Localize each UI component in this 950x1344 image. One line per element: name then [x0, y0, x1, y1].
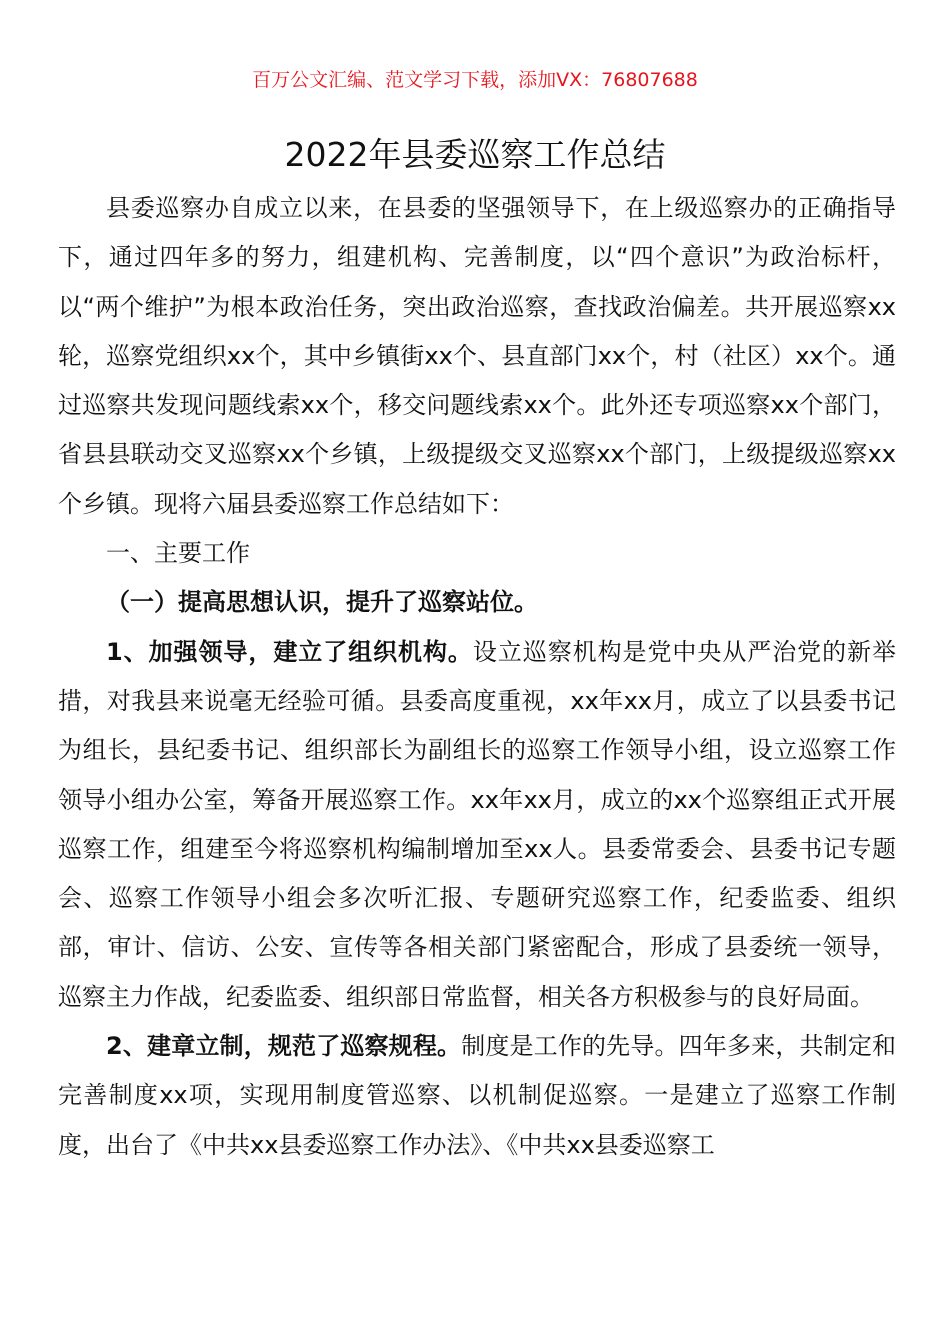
section-heading: 一、主要工作	[106, 539, 250, 568]
subsection-heading: （一）提高思想认识，提升了巡察站位。	[106, 588, 538, 617]
item-2-lead: 2、建章立制，规范了巡察规程。	[106, 1032, 462, 1061]
intro-paragraph: 县委巡察办自成立以来，在县委的坚强领导下，在上级巡察办的正确指导下，通过四年多的努力，组建机构、完善制度，以“四个意识”为政治标杆，以“两个维护”为根本政治任务，突出政治巡察，查找政治偏差。共开展巡察xx轮，巡察党组织xx个，其中乡镇街xx个、县直部门xx个，村（社区）xx个。通过巡察共发现问题线索xx个，移交问题线索xx个。此外还专项巡察xx个部门，省县县联动交叉巡察xx个乡镇，上级提级交叉巡察xx个部门，上级提级巡察xx个乡镇。现将六届县委巡察工作总结如下：	[58, 194, 896, 518]
item-1-text: 设立巡察机构是党中央从严治党的新举措，对我县来说毫无经验可循。县委高度重视，xx年xx月，成立了以县委书记为组长，县纪委书记、组织部长为副组长的巡察工作领导小组，设立巡察工作领导小组办公室，筹备开展巡察工作。xx年xx月，成立的xx个巡察组正式开展巡察工作，组建至今将巡察机构编制增加至xx人。县委常委会、县委书记专题会、巡察工作领导小组会多次听汇报、专题研究巡察工作，纪委监委、组织部，审计、信访、公安、宣传等各相关部门紧密配合，形成了县委统一领导，巡察主力作战，纪委监委、组织部日常监督，相关各方积极参与的良好局面。	[58, 637, 896, 1011]
item-2-paragraph	[58, 1022, 896, 1170]
document-title: 2022年县委巡察工作总结	[284, 135, 666, 175]
item-2-text: 制度是工作的先导。四年多来，共制定和完善制度xx项，实现用制度管巡察、以机制促巡察。一是建立了巡察工作制度，出台了《中共xx县委巡察工作办法》、《中共xx县委巡察工	[58, 1032, 897, 1159]
item-1-paragraph	[58, 628, 896, 1022]
item-1-lead: 1、加强领导，建立了组织机构。	[106, 637, 473, 666]
header-note: 百万公文汇编、范文学习下载，添加VX：76807688	[252, 69, 698, 91]
document-body	[58, 184, 896, 1170]
